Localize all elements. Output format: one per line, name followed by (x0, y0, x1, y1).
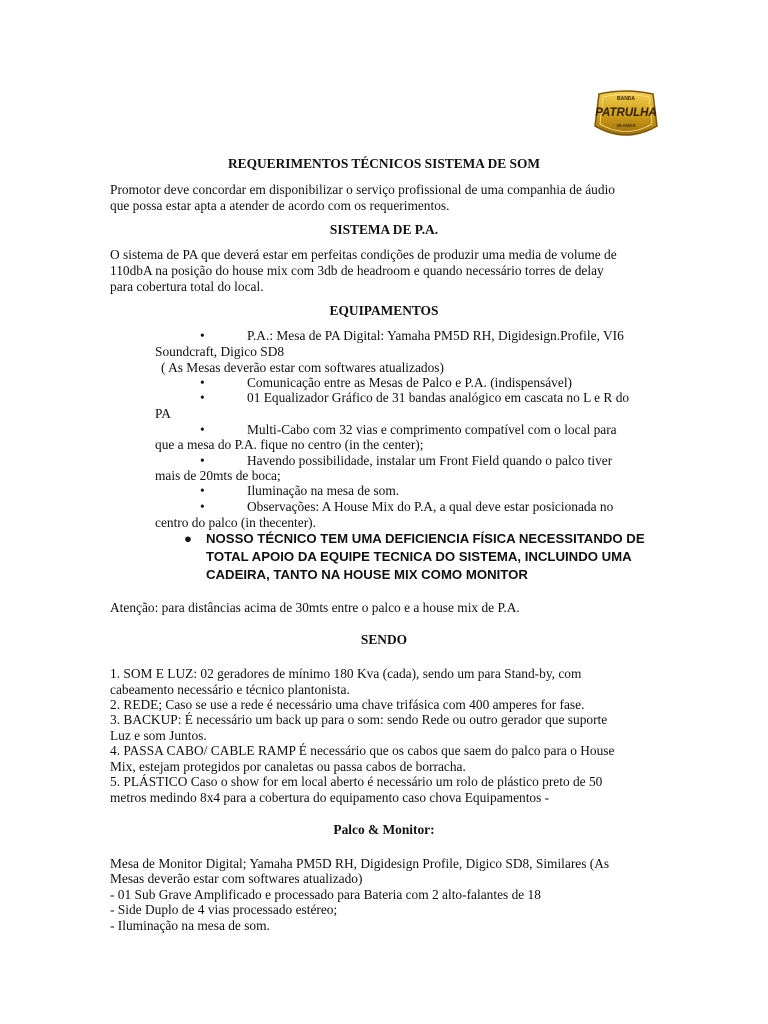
document-title: REQUERIMENTOS TÉCNICOS SISTEMA DE SOM (227, 156, 541, 171)
equip-item-1: P.A.: Mesa de PA Digital: Yamaha PM5D RH, Digidesign.Profile, VI6 (247, 328, 624, 343)
equip-item-4: Multi-Cabo com 32 vias e comprimento compatível com o local para (247, 422, 617, 437)
equip-heading: EQUIPAMENTOS (329, 303, 439, 318)
sendo-line: cabeamento necessário e técnico plantonista. (110, 682, 350, 697)
logo-name: PATRULHA (595, 107, 657, 119)
logo-top-text: BANDA (616, 96, 636, 102)
notice-line-3: CADEIRA, TANTO NA HOUSE MIX COMO MONITOR (206, 567, 528, 582)
sendo-line: Mix, estejam protegidos por canaletas ou passa cabos de borracha. (110, 759, 466, 774)
list-bullet: • (200, 375, 205, 390)
sendo-line: 2. REDE; Caso se use a rede é necessário uma chave trifásica com 400 amperes for fase. (110, 697, 585, 712)
palco-line: - 01 Sub Grave Amplificado e processado para Bateria com 2 alto-falantes de 18 (110, 887, 541, 902)
sendo-line: 5. PLÁSTICO Caso o show for em local aberto é necessário um rolo de plástico preto de 50 (110, 774, 603, 789)
notice-bullet: ● (184, 531, 192, 546)
equip-item-3: 01 Equalizador Gráfico de 31 bandas analógico em cascata no L e R do (247, 390, 630, 405)
equip-item-2: Comunicação entre as Mesas de Palco e P.A. (indispensável) (247, 375, 573, 390)
intro-line-2: que possa estar apta a atender de acordo com os requerimentos. (110, 198, 450, 213)
patrulha-logo-icon (591, 86, 661, 142)
list-bullet: • (200, 499, 205, 514)
palco-line: - Side Duplo de 4 vias processado estéreo; (110, 902, 338, 917)
pa-text-line-1: O sistema de PA que deverá estar em perfeitas condições de produzir uma media de volume de (110, 247, 617, 262)
palco-heading: Palco & Monitor: (333, 822, 435, 837)
sendo-line: Luz e som Juntos. (110, 728, 207, 743)
list-bullet: • (200, 483, 205, 498)
equip-item-1-note: ( As Mesas deverão estar com softwares atualizados) (161, 360, 444, 375)
notice-line-1: NOSSO TÉCNICO TEM UMA DEFICIENCIA FÍSICA NECESSITANDO DE (206, 531, 645, 546)
pa-heading: SISTEMA DE P.A. (329, 222, 439, 237)
list-bullet: • (200, 328, 205, 343)
pa-text-line-3: para cobertura total do local. (110, 279, 264, 294)
list-bullet: • (200, 422, 205, 437)
equip-item-7-cont: centro do palco (in thecenter). (155, 515, 316, 530)
equip-item-3-cont: PA (155, 406, 171, 421)
equip-item-5-cont: mais de 20mts de boca; (155, 468, 281, 483)
notice-line-2: TOTAL APOIO DA EQUIPE TECNICA DO SISTEMA, INCLUINDO UMA (206, 549, 632, 564)
list-bullet: • (200, 453, 205, 468)
equip-item-1-cont: Soundcraft, Digico SD8 (155, 344, 285, 359)
logo-bottom-text: 28 ANOS (616, 123, 636, 128)
intro-line-1: Promotor deve concordar em disponibilizar o serviço profissional de uma companhia de áudio (110, 182, 615, 197)
list-bullet: • (200, 390, 205, 405)
equip-item-6: Iluminação na mesa de som. (247, 483, 400, 498)
sendo-line: 3. BACKUP: É necessário um back up para o som: sendo Rede ou outro gerador que suporte (110, 712, 608, 727)
equip-item-5: Havendo possibilidade, instalar um Front Field quando o palco tiver (247, 453, 613, 468)
palco-line: - Iluminação na mesa de som. (110, 918, 270, 933)
palco-line: Mesas deverão estar com softwares atualizado) (110, 871, 363, 886)
sendo-line: 1. SOM E LUZ: 02 geradores de mínimo 180 Kva (cada), sendo um para Stand-by, com (110, 666, 582, 681)
equip-item-7: Observações: A House Mix do P.A, a qual deve estar posicionada no (247, 499, 614, 514)
attention-text: Atenção: para distâncias acima de 30mts entre o palco e a house mix de P.A. (110, 600, 520, 615)
palco-line: Mesa de Monitor Digital; Yamaha PM5D RH, Digidesign Profile, Digico SD8, Similares (As (110, 856, 610, 871)
sendo-line: 4. PASSA CABO/ CABLE RAMP É necessário que os cabos que saem do palco para o House (110, 743, 615, 758)
equip-item-4-cont: que a mesa do P.A. fique no centro (in the center); (155, 437, 424, 452)
pa-text-line-2: 110dbA na posição do house mix com 3db de headroom e quando necessário torres de delay (110, 263, 604, 278)
sendo-line: metros medindo 8x4 para a cobertura do equipamento caso chova Equipamentos - (110, 790, 550, 805)
sendo-heading: SENDO (360, 632, 408, 647)
